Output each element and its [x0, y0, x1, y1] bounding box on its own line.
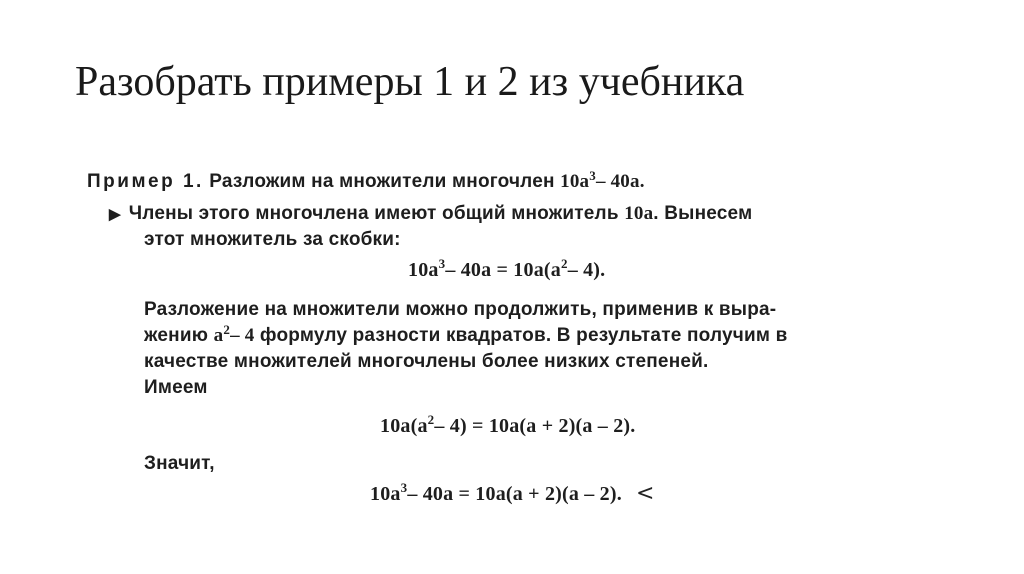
paragraph-line-3: качестве множителей многочлены более низких степеней.: [144, 351, 709, 372]
example-task-expr: $10a^3-$ 40a.: [560, 168, 645, 192]
example-label: Пример 1.: [87, 171, 204, 192]
paragraph-line-1: Разложение на множители можно продолжить, применив к выра-: [144, 299, 777, 320]
hand-mark: <: [635, 481, 655, 506]
paragraph-line-2: жению $a^2-$ 4 формулу разности квадратов. В результате получим в: [144, 322, 788, 346]
solution-marker-icon: ▶: [109, 206, 121, 223]
formula-2: $10a(a^2-$ 4) = 10a(a + 2)(a – 2).: [380, 412, 636, 437]
formula-1: $10a^3-$ $40a = 10a(a^2-$ 4).: [408, 256, 606, 281]
slide-title: Разобрать примеры 1 и 2 из учебника: [75, 59, 745, 105]
common-factor: 10a: [624, 203, 654, 224]
example-heading: [87, 170, 645, 194]
solution-line-2: этот множитель за скобки:: [144, 229, 401, 250]
conclusion-text: Значит,: [144, 453, 215, 474]
formula-3: $10a^3-$ 40a = 10a(a + 2)(a – 2). <: [370, 480, 655, 506]
paragraph-line-4: Имеем: [144, 377, 208, 398]
solution-line-1: ▶ Члены этого многочлена имеют общий множитель 10a. Вынесем: [109, 203, 753, 224]
inline-expr: $a^2-$ 4: [213, 322, 255, 346]
example-task-text: Разложим на множители многочлен: [209, 171, 555, 192]
